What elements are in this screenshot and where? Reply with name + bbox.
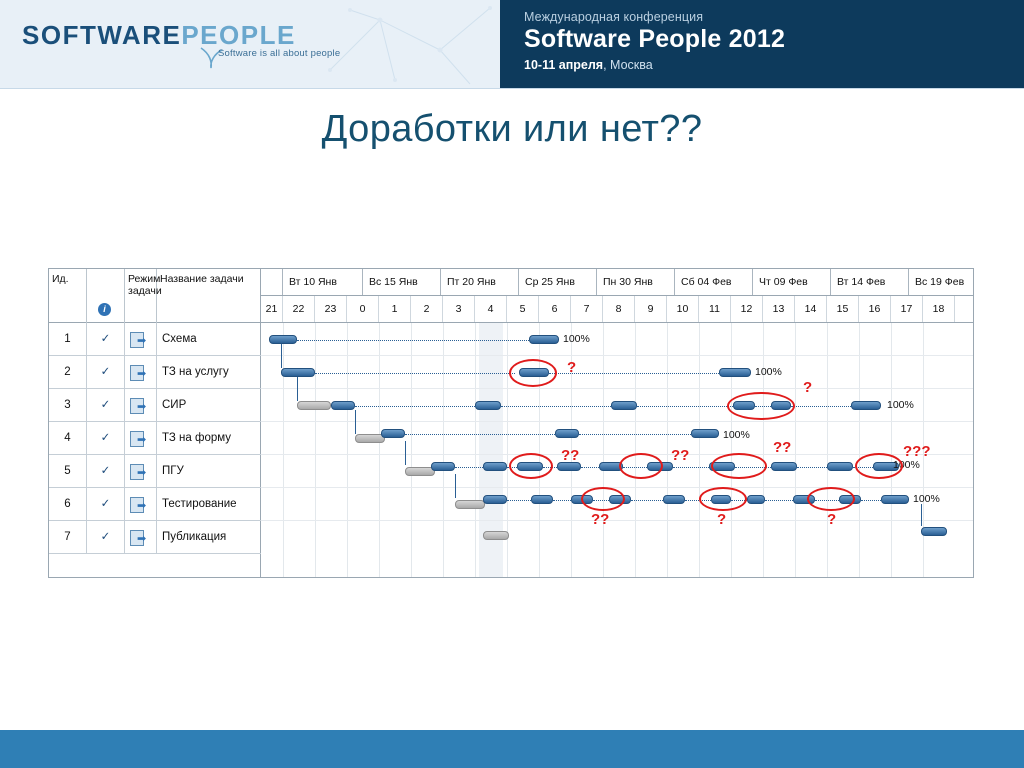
day-label: 8: [603, 296, 635, 322]
task-link: [581, 467, 599, 468]
conference-kicker: Международная конференция: [524, 10, 704, 24]
auto-schedule-icon: ➡: [125, 389, 157, 421]
annotation-question: ?: [717, 511, 727, 528]
gantt-chart-figure: [48, 268, 974, 578]
task-link: [405, 441, 406, 465]
day-label: 2: [411, 296, 443, 322]
day-label: 6: [539, 296, 571, 322]
day-label: 4: [475, 296, 507, 322]
table-row[interactable]: [49, 455, 261, 488]
task-bar: [611, 401, 637, 410]
annotation-question: ??: [671, 447, 690, 464]
row-id: 2: [49, 356, 87, 388]
conference-title: Software People 2012: [524, 25, 786, 53]
day-label: 3: [443, 296, 475, 322]
row-check: ✓: [87, 488, 125, 520]
week-label: Пт 20 Янв: [441, 269, 519, 295]
column-header-mode: Режим задачи: [125, 269, 157, 323]
task-link: [921, 504, 922, 526]
page-title: Доработки или нет??: [321, 108, 703, 150]
table-row[interactable]: [49, 521, 261, 554]
task-bar: [483, 462, 507, 471]
task-bar: [529, 335, 559, 344]
row-name: ТЗ на форму: [162, 432, 232, 444]
annotation-question: ?: [827, 511, 837, 528]
row-id: 3: [49, 389, 87, 421]
progress-label: 100%: [723, 429, 750, 441]
task-link: [405, 434, 555, 435]
auto-schedule-icon: ➡: [125, 488, 157, 520]
annotation-circle: [509, 453, 553, 479]
information-icon: i: [98, 303, 111, 316]
annotation-question: ?: [567, 359, 577, 376]
task-link: [673, 467, 709, 468]
task-bar-baseline: [297, 401, 331, 410]
task-bar: [851, 401, 881, 410]
row-name: ПГУ: [162, 465, 184, 477]
task-link: [455, 474, 456, 498]
row-id: 5: [49, 455, 87, 487]
row-name: Тестирование: [162, 498, 237, 510]
task-bar: [555, 429, 579, 438]
column-header-name: Название задачи: [160, 273, 244, 285]
row-check: ✓: [87, 356, 125, 388]
row-id: 4: [49, 422, 87, 454]
task-link: [507, 500, 531, 501]
progress-label: 100%: [887, 399, 914, 411]
day-label: 15: [827, 296, 859, 322]
logo-tagline: Software is all about people: [218, 48, 341, 59]
logo: [22, 20, 362, 72]
day-label: 17: [891, 296, 923, 322]
annotation-circle: [711, 453, 767, 479]
task-link: [297, 377, 298, 401]
progress-label: 100%: [755, 366, 782, 378]
day-label: 12: [731, 296, 763, 322]
day-label: 23: [315, 296, 347, 322]
week-label: Вс 19 Фев: [909, 269, 973, 295]
annotation-circle: [619, 453, 663, 479]
week-label: Вт 10 Янв: [283, 269, 363, 295]
progress-label: 100%: [893, 459, 920, 471]
row-check: ✓: [87, 455, 125, 487]
task-link: [315, 373, 515, 374]
row-id: 1: [49, 323, 87, 355]
row-id: 7: [49, 521, 87, 553]
annotation-circle: [807, 487, 855, 511]
row-check: ✓: [87, 521, 125, 553]
task-bar: [281, 368, 315, 377]
timeline-day-header: [261, 296, 973, 323]
task-bar: [475, 401, 501, 410]
task-bar-baseline: [483, 531, 509, 540]
day-label: 7: [571, 296, 603, 322]
annotation-question: ??: [773, 439, 792, 456]
table-row[interactable]: [49, 389, 261, 422]
row-check: ✓: [87, 323, 125, 355]
task-bar: [531, 495, 553, 504]
annotation-circle: [855, 453, 903, 479]
row-name: СИР: [162, 399, 187, 411]
column-header-id: Ид.: [49, 269, 87, 323]
timeline-week-header: [261, 269, 973, 296]
task-link: [797, 467, 827, 468]
auto-schedule-icon: ➡: [125, 455, 157, 487]
table-row[interactable]: [49, 488, 261, 521]
task-link: [637, 406, 733, 407]
annotation-question: ???: [903, 443, 931, 460]
conference-banner: [500, 0, 1024, 88]
annotation-circle: [727, 392, 795, 420]
task-bar: [921, 527, 947, 536]
week-label: Чт 09 Фев: [753, 269, 831, 295]
week-label: Пн 30 Янв: [597, 269, 675, 295]
progress-label: 100%: [913, 493, 940, 505]
task-bar: [663, 495, 685, 504]
week-label: Ср 25 Янв: [519, 269, 597, 295]
day-label: 5: [507, 296, 539, 322]
row-name: Схема: [162, 333, 197, 345]
annotation-circle: [509, 359, 557, 387]
task-bar: [771, 462, 797, 471]
day-label: 10: [667, 296, 699, 322]
week-label: [261, 269, 283, 295]
day-label: 14: [795, 296, 827, 322]
logo-wordmark: [22, 20, 362, 51]
auto-schedule-icon: ➡: [125, 422, 157, 454]
day-label: 21: [261, 296, 283, 322]
task-link: [791, 406, 851, 407]
table-row[interactable]: [49, 323, 261, 356]
conference-date-days: 10-11 апреля: [524, 58, 604, 73]
week-label: Вт 14 Фев: [831, 269, 909, 295]
day-label: 18: [923, 296, 955, 322]
conference-date: [524, 58, 1002, 72]
auto-schedule-icon: ➡: [125, 521, 157, 553]
task-link: [455, 467, 483, 468]
annotation-circle: [699, 487, 747, 511]
row-name: Публикация: [162, 531, 227, 543]
task-link: [553, 500, 571, 501]
task-bar: [719, 368, 751, 377]
task-link: [765, 500, 793, 501]
row-check: ✓: [87, 422, 125, 454]
task-link: [281, 344, 282, 368]
logo-people-text: PEOPLE: [181, 20, 296, 50]
task-bar: [431, 462, 455, 471]
day-label: 22: [283, 296, 315, 322]
day-label: 13: [763, 296, 795, 322]
task-bar: [881, 495, 909, 504]
day-label: 11: [699, 296, 731, 322]
slide-header: [0, 0, 1024, 89]
progress-label: 100%: [563, 333, 590, 345]
gantt-table-header: [49, 269, 261, 323]
annotation-question: ??: [591, 511, 610, 528]
table-row[interactable]: [49, 422, 261, 455]
row-check: ✓: [87, 389, 125, 421]
week-label: Сб 04 Фев: [675, 269, 753, 295]
auto-schedule-icon: ➡: [125, 323, 157, 355]
task-link: [297, 340, 547, 341]
annotation-circle: [581, 487, 625, 511]
day-label: 9: [635, 296, 667, 322]
task-bar: [381, 429, 405, 438]
task-bar: [827, 462, 853, 471]
task-link: [861, 500, 881, 501]
task-link: [579, 434, 691, 435]
logo-software-text: SOFTWARE: [22, 20, 182, 50]
task-bar-baseline: [455, 500, 485, 509]
day-label: 16: [859, 296, 891, 322]
task-link: [355, 406, 475, 407]
task-bar: [269, 335, 297, 344]
gantt-task-table: [49, 269, 261, 577]
task-link: [355, 410, 356, 434]
task-link: [501, 406, 611, 407]
table-row[interactable]: [49, 356, 261, 389]
row-id: 6: [49, 488, 87, 520]
day-label: 1: [379, 296, 411, 322]
task-link: [631, 500, 663, 501]
task-bar: [691, 429, 719, 438]
gantt-timeline-area: [261, 269, 973, 577]
row-name: ТЗ на услугу: [162, 366, 229, 378]
annotation-question: ?: [803, 379, 813, 396]
auto-schedule-icon: ➡: [125, 356, 157, 388]
slide-footer: [0, 730, 1024, 768]
task-bar: [331, 401, 355, 410]
task-bar: [747, 495, 765, 504]
conference-date-city: , Москва: [603, 58, 653, 73]
task-bar: [483, 495, 507, 504]
day-label: 0: [347, 296, 379, 322]
annotation-question: ??: [561, 447, 580, 464]
week-label: Вс 15 Янв: [363, 269, 441, 295]
